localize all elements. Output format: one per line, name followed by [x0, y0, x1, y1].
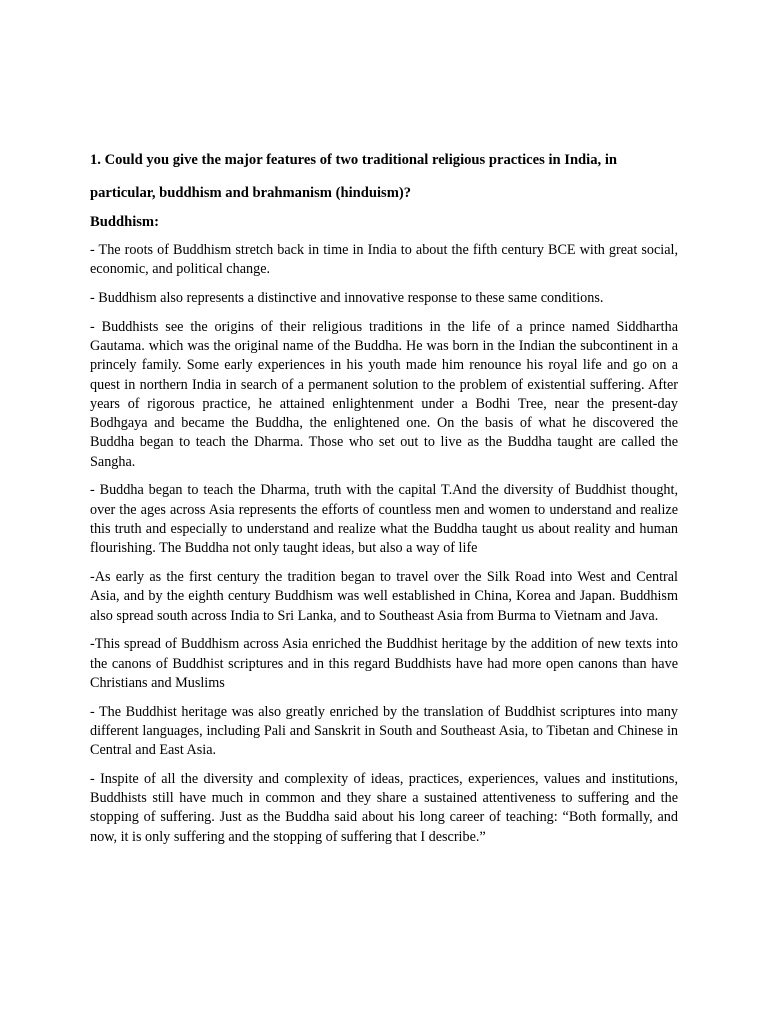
- document-page: [90, 150, 678, 856]
- section-title: Buddhism:: [90, 214, 159, 230]
- paragraph-dharma: - Buddha began to teach the Dharma, truth with the capital T.And the diversity of Buddhist thought, over the ages across Asia represents the efforts of countless men and women to understand and realize this truth and especially to understand and realize what the Buddha taught us about reality and human flourishing. The Buddha not only taught ideas, but also a way of life: [90, 482, 678, 557]
- paragraph-suffering: - Inspite of all the diversity and complexity of ideas, practices, experiences, values and institutions, Buddhists still have much in common and they share a sustained attentiveness to suffering and the stopping of suffering. Just as the Buddha said about his long career of teaching: “Both formally, and now, it is only suffering and the stopping of suffering that I describe.”: [90, 770, 678, 845]
- paragraph-spread: -As early as the first century the tradition began to travel over the Silk Road into West and Central Asia, and by the eighth century Buddhism was well established in China, Korea and Japan. Buddhism also spread south across India to Sri Lanka, and to Southeast Asia from Burma to Vietnam and Java.: [90, 569, 678, 624]
- question-heading-line-1: 1. Could you give the major features of two traditional religious practices in India, in: [90, 152, 617, 168]
- question-heading-line-2: particular, buddhism and brahmanism (hinduism)?: [90, 185, 412, 201]
- paragraph-origins: - Buddhists see the origins of their religious traditions in the life of a prince named Siddhartha Gautama. which was the original name of the Buddha. He was born in the Indian the subcontinent in a princely family. Some early experiences in his youth made him renounce his royal life and go on a quest in northern India in search of a permanent solution to the problem of existential suffering. After years of rigorous practice, he attained enlightenment under a Bodhi Tree, near the present-day Bodhgaya and became the Buddha, the enlightened one. On the basis of what he discovered the Buddha began to teach the Dharma. Those who set out to live as the Buddha taught are called the Sangha.: [90, 318, 678, 470]
- paragraph-roots: - The roots of Buddhism stretch back in time in India to about the fifth century BCE with great social, economic, and political change.: [90, 242, 678, 278]
- paragraph-response: - Buddhism also represents a distinctive and innovative response to these same conditions.: [90, 289, 604, 306]
- paragraph-translation: - The Buddhist heritage was also greatly enriched by the translation of Buddhist scriptures into many different languages, including Pali and Sanskrit in South and Southeast Asia, to Tibetan and Chinese in Central and East Asia.: [90, 703, 678, 759]
- paragraph-canons: -This spread of Buddhism across Asia enriched the Buddhist heritage by the addition of new texts into the canons of Buddhist scriptures and in this regard Buddhists have had more open canons than have Christians and Muslims: [90, 636, 678, 691]
